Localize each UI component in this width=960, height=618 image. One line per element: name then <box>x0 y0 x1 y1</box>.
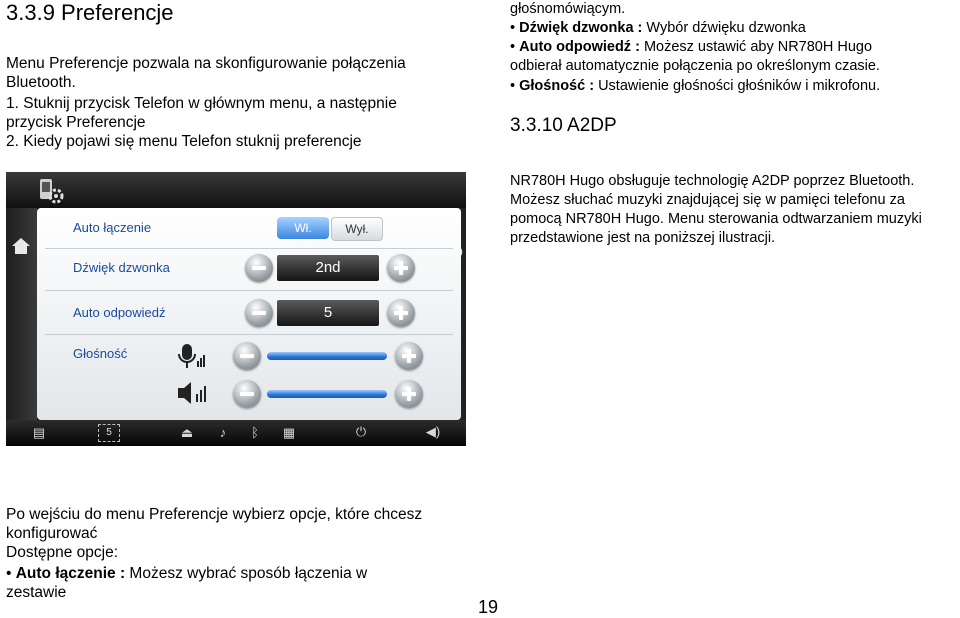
home-icon[interactable] <box>10 236 32 256</box>
bluetooth-icon[interactable]: ᛒ <box>251 425 259 440</box>
music-icon[interactable]: ♪ <box>219 425 227 440</box>
bullet-dot: • <box>510 39 520 55</box>
speaker-volume-minus-button[interactable] <box>233 380 261 408</box>
speaker-volume-slider[interactable] <box>267 390 387 398</box>
device-bottom-bar <box>6 420 466 446</box>
speaker-volume-plus-button[interactable] <box>395 380 423 408</box>
auto-answer-label: Auto odpowiedź <box>73 305 166 320</box>
bullet-text: Możesz ustawić aby NR780H Hugo <box>639 39 873 55</box>
bullet-label: Głośność : <box>519 78 595 94</box>
mic-volume-slider[interactable] <box>267 352 387 360</box>
volume-bullet <box>510 77 960 97</box>
screen-icon[interactable] <box>98 424 120 442</box>
toggle-off-button[interactable]: Wył. <box>331 217 383 241</box>
eject-icon[interactable]: ⏏ <box>180 425 194 440</box>
bottom-line-3: Dostępne opcje: <box>6 544 119 561</box>
bullet-text: Wybór dźwięku dzwonka <box>642 20 806 36</box>
toggle-on-button[interactable]: Wł. <box>277 217 329 239</box>
step-2: 2. Kiedy pojawi się menu Telefon stuknij preferencje <box>6 133 362 150</box>
ringtone-label: Dźwięk dzwonka <box>73 260 170 275</box>
keyboard-icon[interactable]: ▤ <box>32 425 46 440</box>
a2dp-line-1: NR780H Hugo obsługuje technologię A2DP poprzez Bluetooth. <box>510 173 915 189</box>
right-line-0: głośnomówiącym. <box>510 1 626 17</box>
step-1-line-1: 1. Stuknij przycisk Telefon w głównym menu, a następnie <box>6 95 397 112</box>
microphone-icon <box>176 342 206 372</box>
page-number: 19 <box>478 597 499 617</box>
sim-icon[interactable]: ▦ <box>282 425 296 440</box>
volume-icon[interactable]: ◀) <box>425 424 441 439</box>
speaker-icon <box>176 380 208 406</box>
bullet-text: Możesz wybrać sposób łączenia w zestawie <box>6 565 368 601</box>
ringtone-value: 2nd <box>277 255 379 281</box>
power-icon[interactable]: ⏻ <box>355 424 367 439</box>
bullet-text: Ustawienie głośności głośników i mikrofonu. <box>594 78 881 94</box>
divider <box>45 248 453 249</box>
auto-answer-minus-button[interactable] <box>245 299 273 327</box>
auto-answer-value: 5 <box>277 300 379 326</box>
bullet-label: Auto łączenie : <box>15 565 126 582</box>
auto-answer-plus-button[interactable] <box>387 299 415 327</box>
auto-answer-line-2: odbierał automatycznie połączenia po określonym czasie. <box>510 58 880 74</box>
bullet-dot: • <box>510 20 520 36</box>
bottom-line-2: konfigurować <box>6 525 98 542</box>
bullet-label: Dźwięk dzwonka : <box>519 20 643 36</box>
a2dp-line-3: pomocą NR780H Hugo. Menu sterowania odtwarzaniem muzyki <box>510 211 922 227</box>
volume-label: Głośność <box>73 346 128 361</box>
auto-connect-label: Auto łączenie <box>73 220 152 235</box>
device-top-bar <box>6 172 466 208</box>
device-left-rail <box>6 208 37 420</box>
auto-connect-bullet <box>6 564 426 602</box>
ringtone-bullet <box>510 19 960 39</box>
bullet-label: Auto odpowiedź : <box>519 39 640 55</box>
divider <box>45 290 453 291</box>
a2dp-line-4: przedstawione jest na poniższej ilustracji. <box>510 230 776 246</box>
ringtone-minus-button[interactable] <box>245 254 273 282</box>
bottom-line-1: Po wejściu do menu Preferencje wybierz opcje, które chcesz <box>6 506 423 523</box>
preferences-panel <box>37 208 461 420</box>
a2dp-line-2: Możesz słuchać muzyki znajdującej się w pamięci telefonu za <box>510 192 905 208</box>
screen-icon-value: 5 <box>106 427 112 438</box>
step-1-line-2: przycisk Preferencje <box>6 114 146 131</box>
divider <box>45 334 453 335</box>
mic-volume-plus-button[interactable] <box>395 342 423 370</box>
intro-line-2: Bluetooth. <box>6 74 76 91</box>
bullet-dot: • <box>6 565 16 582</box>
mic-volume-minus-button[interactable] <box>233 342 261 370</box>
phone-settings-icon[interactable] <box>36 176 66 204</box>
section-title: 3.3.9 Preferencje <box>6 0 174 25</box>
intro-line-1: Menu Preferencje pozwala na skonfigurowanie połączenia <box>6 55 406 72</box>
a2dp-heading: 3.3.10 A2DP <box>510 115 617 136</box>
ringtone-plus-button[interactable] <box>387 254 415 282</box>
auto-answer-bullet <box>510 38 960 58</box>
bullet-dot: • <box>510 78 520 94</box>
